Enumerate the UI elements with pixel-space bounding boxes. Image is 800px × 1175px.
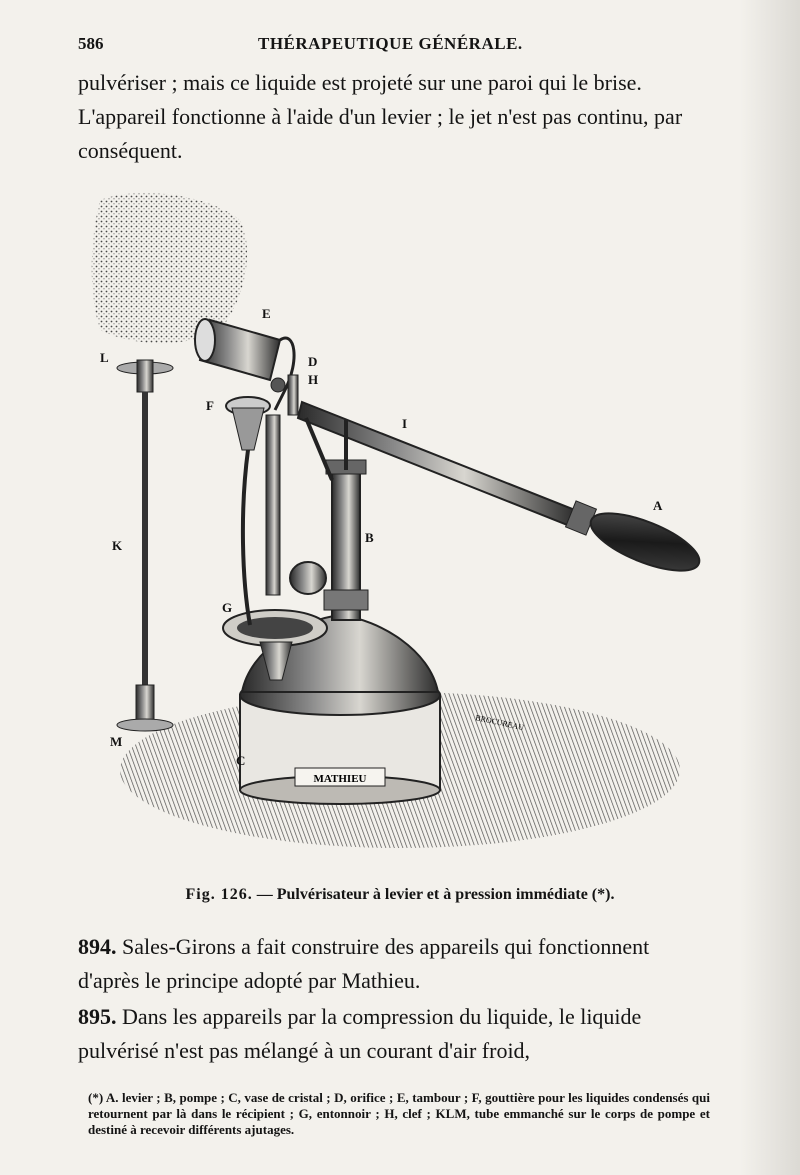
vase-inscription: MATHIEU: [313, 773, 367, 785]
label-l: L: [100, 350, 109, 365]
running-header: [78, 34, 718, 56]
page-number: 586: [78, 34, 104, 53]
label-g: G: [222, 600, 233, 615]
caption-text: — Pulvérisateur à levier et à pression immédiate (*).: [256, 886, 615, 903]
label-c: C: [236, 753, 246, 768]
paragraph-text: Sales-Girons a fait construire des appareils qui fonctionnent d'après le principe adopté par Mathieu.: [78, 934, 650, 993]
engraver-signature: BROCUREAU: [474, 713, 525, 733]
running-title: THÉRAPEUTIQUE GÉNÉRALE.: [258, 34, 523, 53]
label-m: M: [110, 734, 123, 749]
paragraph-number: 895.: [78, 1004, 117, 1029]
label-h: H: [308, 372, 319, 387]
crystal-vase: [240, 675, 440, 804]
label-e: E: [262, 306, 271, 321]
label-i: I: [402, 416, 408, 431]
label-d: D: [308, 354, 318, 369]
spray-cloud: [92, 193, 247, 343]
label-f: F: [206, 398, 214, 413]
paragraph-895: [78, 1000, 698, 1068]
figure-engraving: [70, 180, 720, 870]
paragraph-continued: pulvériser ; mais ce liquide est projeté sur une paroi qui le brise. L'appareil fonctionne à l'aide d'un levier ; le jet n'est pas continu, par conséquent.: [78, 70, 683, 163]
paragraph-894: [78, 930, 698, 998]
figure-caption: [0, 886, 800, 904]
label-k: K: [112, 538, 123, 553]
page-edge-shadow: [740, 0, 800, 1175]
caption-label: Fig. 126.: [185, 886, 253, 903]
orifice: [271, 378, 285, 392]
label-a: A: [653, 498, 663, 513]
tube-klm: [117, 360, 173, 731]
paragraph-text: Dans les appareils par la compression du liquide, le liquide pulvérisé n'est pas mélangé à un courant d'air froid,: [78, 1004, 642, 1063]
label-b: B: [365, 530, 374, 545]
lever-handle: [584, 502, 707, 583]
valve-wheel: [290, 562, 326, 594]
footnote: (*) A. levier ; B, pompe ; C, vase de cristal ; D, orifice ; E, tambour ; F, gouttière pour les liquides condensés qui retournent par là dans le récipient ; G, entonnoir ; H, clef ; KLM, tube emmanché sur le corps de pompe et destiné à recevoir différents ajutages.: [88, 1090, 710, 1137]
paragraph-number: 894.: [78, 934, 117, 959]
